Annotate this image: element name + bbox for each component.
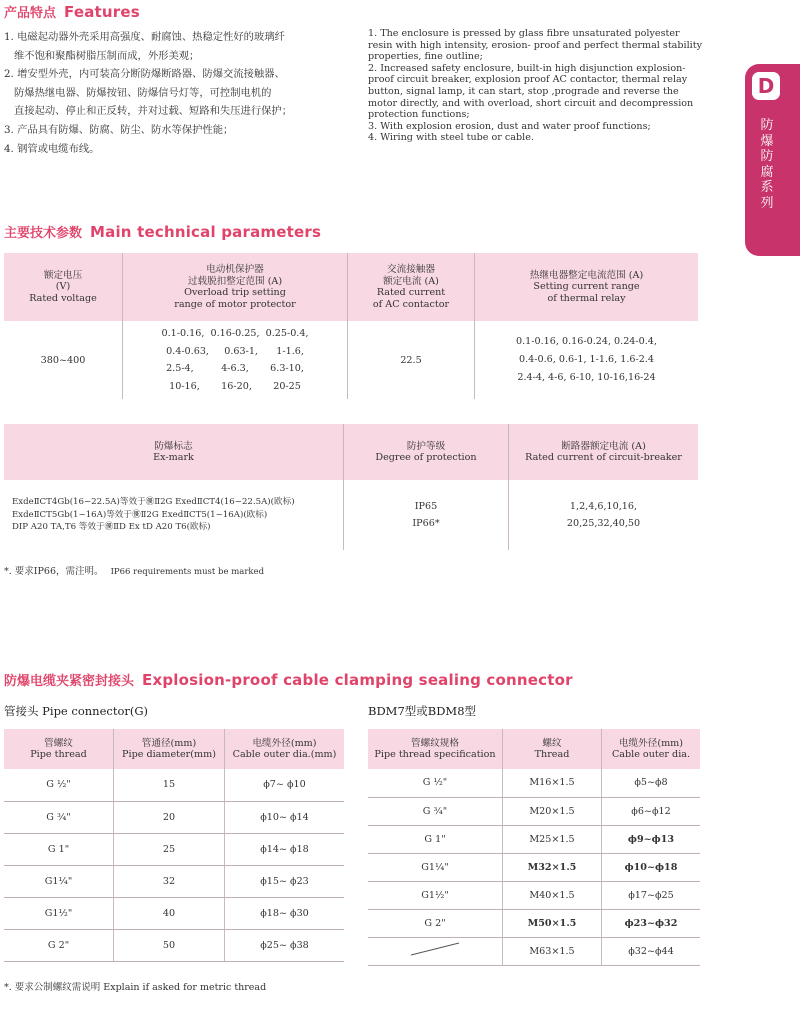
table-row (4, 929, 344, 961)
bdm-cable-cell: ϕ23~ϕ32 (602, 909, 701, 937)
bdm-header-thread-spec (368, 729, 503, 769)
bdm-cable-cell: ϕ6~ϕ12 (602, 797, 701, 825)
bdm-header-cable (602, 729, 701, 769)
bdm-spec-cell: G ¾" (368, 797, 503, 825)
params-header-voltage (4, 253, 123, 321)
header-line: 防护等级 (406, 440, 446, 452)
header-line: Pipe thread specification (374, 749, 496, 760)
params-voltage-cell: 380~400 (40, 354, 86, 366)
table-row (368, 853, 700, 881)
header-line: of thermal relay (547, 292, 626, 304)
bdm-subtitle: BDM7型或BDM8型 (368, 704, 477, 718)
features-cn-line: 4. 钢管或电缆布线。 (4, 142, 100, 155)
bdm-spec-cell: G1¼" (368, 853, 503, 881)
table-row (4, 769, 344, 801)
bdm-thread-cell: M32×1.5 (503, 853, 602, 881)
header-line: 交流接触器 (387, 264, 435, 275)
category-vertical-label: 防爆防腐系列 (760, 118, 774, 211)
pipe-connector-subtitle: 管接头 Pipe connector(G) (4, 704, 149, 718)
params-motor-cell (123, 321, 348, 399)
features-en-item: 1. The enclosure is pressed by glass fibre unsaturated polyester resin with high intensity, erosion- proof and perfect thermal stability properties, fine outline; (368, 28, 703, 63)
breaker-line: 20,25,32,40,50 (566, 518, 641, 529)
bdm-thread-cell: M63×1.5 (503, 937, 602, 965)
pipe-diameter-cell: 50 (114, 929, 225, 961)
pipe-header-diameter (114, 729, 225, 769)
pipe-header-cable (225, 729, 345, 769)
header-line: 管螺纹规格 (411, 737, 459, 749)
features-cn-line: 3. 产品具有防爆、防腐、防尘、防水等保护性能； (4, 123, 234, 136)
connector-title (4, 670, 573, 689)
category-side-tab (745, 64, 800, 256)
params-header-relay (475, 253, 699, 321)
header-line: 管螺纹 (44, 737, 73, 749)
header-line: range of motor protector (174, 298, 296, 310)
ip66-note (4, 563, 264, 577)
params-title-cn: 主要技术参数 (4, 226, 83, 241)
header-line: 过载脱扣整定范围 (A) (187, 275, 283, 287)
bdm-cable-cell: ϕ10~ϕ18 (602, 853, 701, 881)
pipe-thread-cell: G1½" (4, 897, 114, 929)
table-row (4, 897, 344, 929)
connector-title-cn: 防爆电缆夹紧密封接头 (4, 674, 135, 689)
header-line: 电缆外径(mm) (618, 737, 684, 749)
params-title (4, 222, 321, 241)
bdm-spec-cell: G 1" (368, 825, 503, 853)
pipe-diameter-cell: 15 (114, 769, 225, 801)
features-cn-line: 防爆热继电器、防爆按钮、防爆信号灯等，可控制电机的 (14, 86, 272, 99)
features-title (4, 2, 140, 21)
pipe-thread-cell: G 2" (4, 929, 114, 961)
features-cn-line: 维不饱和聚酯树脂压制而成，外形美观； (14, 49, 200, 62)
table-row (4, 801, 344, 833)
relay-range-line: 0.1-0.16, 0.16-0.24, 0.24-0.4, (516, 336, 657, 347)
params-relay-cell (475, 321, 699, 399)
bdm-thread-cell: M40×1.5 (503, 881, 602, 909)
pipe-thread-cell: G ½" (4, 769, 114, 801)
header-line: 热继电器整定电流范围 (A) (529, 269, 644, 281)
pipe-header-thread (4, 729, 114, 769)
header-line: 断路器额定电流 (A) (561, 440, 646, 452)
bdm-thread-cell: M50×1.5 (503, 909, 602, 937)
table-row (368, 797, 700, 825)
params-header-motor (123, 253, 348, 321)
motor-range-line: 0.4-0.63, 0.63-1, 1-1.6, (166, 345, 304, 357)
metric-thread-note: *. 要求公制螺纹需说明 Explain if asked for metric thread (4, 982, 267, 993)
features-en-item: 3. With explosion erosion, dust and water proof functions; (368, 120, 651, 132)
header-line: Pipe thread (30, 749, 87, 760)
pipe-diameter-cell: 40 (114, 897, 225, 929)
ip66-note-en: IP66 requirements must be marked (110, 567, 265, 577)
features-cn-line: 2. 增安型外壳，内可装高分断防爆断路器、防爆交流接触器、 (4, 68, 285, 81)
motor-range-line: 0.1-0.16, 0.16-0.25, 0.25-0.4, (161, 328, 309, 339)
params-contactor-cell: 22.5 (348, 321, 475, 399)
bdm-thread-cell: M16×1.5 (503, 769, 602, 797)
cable-dia-cell: ϕ25~ ϕ38 (225, 929, 345, 961)
bdm-cable-cell: ϕ9~ϕ13 (602, 825, 701, 853)
protection-header (344, 424, 509, 480)
diagonal-dash-icon (405, 940, 465, 958)
exmark-line: DIP A20 TA,T6 等效于㊝ⅡD Ex tD A20 T6(欧标) (12, 522, 211, 533)
features-cn-line: 直接起动、停止和正反转，并对过载、短路和失压进行保护； (14, 105, 293, 118)
exmark-cell (4, 480, 344, 550)
bdm-cable-cell: ϕ32~ϕ44 (602, 937, 701, 965)
relay-range-line: 0.4-0.6, 0.6-1, 1-1.6, 1.6-2.4 (518, 354, 654, 365)
cable-dia-cell: ϕ14~ ϕ18 (225, 833, 345, 865)
table-row (368, 937, 700, 965)
cable-dia-cell: ϕ15~ ϕ23 (225, 865, 345, 897)
features-en-item: 4. Wiring with steel tube or cable. (368, 132, 534, 144)
bdm-table (368, 729, 700, 966)
pipe-diameter-cell: 20 (114, 801, 225, 833)
header-line: Rated current (376, 287, 446, 298)
header-line: 螺纹 (542, 737, 562, 749)
header-line: of AC contactor (372, 298, 450, 310)
features-cn-line: 1. 电磁起动器外壳采用高强度、耐腐蚀、热稳定性好的玻璃纤 (4, 31, 285, 43)
params-title-en: Main technical parameters (90, 223, 322, 241)
features-cn-list (4, 28, 359, 158)
pipe-diameter-cell: 25 (114, 833, 225, 865)
header-line: 额定电流 (A) (383, 275, 439, 287)
features-en-item: 2. Increased safety enclosure, built-in high disjunction explosion-proof circuit breaker, explosion proof AC contactor, thermal relay button, signal lamp, it can start, stop ,prograde and reverse the motor directly, and with overload, short circuit and decompression protection functions; (368, 62, 694, 121)
table-row (368, 881, 700, 909)
cable-dia-cell: ϕ18~ ϕ30 (225, 897, 345, 929)
header-line: 电缆外径(mm) (252, 737, 317, 749)
header-line: (V) (55, 281, 71, 293)
relay-range-line: 2.4-4, 4-6, 6-10, 10-16,16-24 (517, 372, 656, 383)
ip66-note-cn: *. 要求IP66，需注明。 (4, 566, 104, 577)
header-line: Setting current range (533, 281, 640, 293)
header-line: Rated voltage (29, 292, 97, 304)
table-row (368, 769, 700, 797)
connector-title-en: Explosion-proof cable clamping sealing connector (142, 671, 573, 689)
motor-range-line: 2.5-4, 4-6.3, 6.3-10, (166, 363, 304, 374)
header-line: Degree of protection (375, 452, 477, 463)
header-line: 管通径(mm) (141, 737, 197, 749)
bdm-cable-cell: ϕ17~ϕ25 (602, 881, 701, 909)
pipe-thread-cell: G1¼" (4, 865, 114, 897)
bdm-thread-cell: M20×1.5 (503, 797, 602, 825)
features-title-cn: 产品特点 (4, 6, 57, 21)
exmark-line: ExdeⅡCT5Gb(1~16A)等效于㊝Ⅱ2G ExedⅡCT5(1~16A)(欧标) (12, 509, 268, 520)
features-en-list (368, 28, 704, 144)
bdm-spec-cell-empty (368, 937, 503, 965)
header-line: Pipe diameter(mm) (122, 749, 216, 760)
breaker-cell (509, 480, 699, 550)
params-header-contactor (348, 253, 475, 321)
header-line: Ex-mark (153, 452, 194, 463)
pipe-thread-cell: G 1" (4, 833, 114, 865)
table-row (368, 909, 700, 937)
pipe-connector-table (4, 729, 344, 962)
bdm-spec-cell: G 2" (368, 909, 503, 937)
motor-range-line: 10-16, 16-20, 20-25 (169, 380, 301, 392)
protection-value: IP65 (414, 501, 438, 512)
pipe-diameter-cell: 32 (114, 865, 225, 897)
exmark-table (4, 424, 698, 550)
header-line: Thread (534, 749, 570, 760)
bdm-thread-cell: M25×1.5 (503, 825, 602, 853)
bdm-spec-cell: G1½" (368, 881, 503, 909)
protection-value: IP66* (412, 518, 440, 529)
category-letter: D (752, 72, 780, 100)
exmark-line: ExdeⅡCT4Gb(16~22.5A)等效于㊝Ⅱ2G ExedⅡCT4(16~22.5A)(欧标) (12, 497, 295, 508)
breaker-line: 1,2,4,6,10,16, (569, 501, 638, 512)
cable-dia-cell: ϕ7~ ϕ10 (225, 769, 345, 801)
bdm-cable-cell: ϕ5~ϕ8 (602, 769, 701, 797)
params-table (4, 253, 698, 399)
table-row (4, 865, 344, 897)
protection-cell (344, 480, 509, 550)
header-line: Cable outer dia. (611, 749, 691, 760)
bdm-header-thread (503, 729, 602, 769)
features-title-en: Features (64, 3, 140, 21)
header-line: 防爆标志 (154, 440, 193, 452)
cable-dia-cell: ϕ10~ ϕ14 (225, 801, 345, 833)
table-row (4, 833, 344, 865)
exmark-header (4, 424, 344, 480)
header-line: Overload trip setting (184, 287, 286, 298)
header-line: Rated current of circuit-breaker (525, 452, 682, 463)
header-line: 额定电压 (43, 269, 83, 281)
breaker-header (509, 424, 699, 480)
bdm-spec-cell: G ½" (368, 769, 503, 797)
header-line: Cable outer dia.(mm) (232, 749, 337, 760)
pipe-thread-cell: G ¾" (4, 801, 114, 833)
table-row (368, 825, 700, 853)
header-line: 电动机保护器 (206, 264, 264, 275)
